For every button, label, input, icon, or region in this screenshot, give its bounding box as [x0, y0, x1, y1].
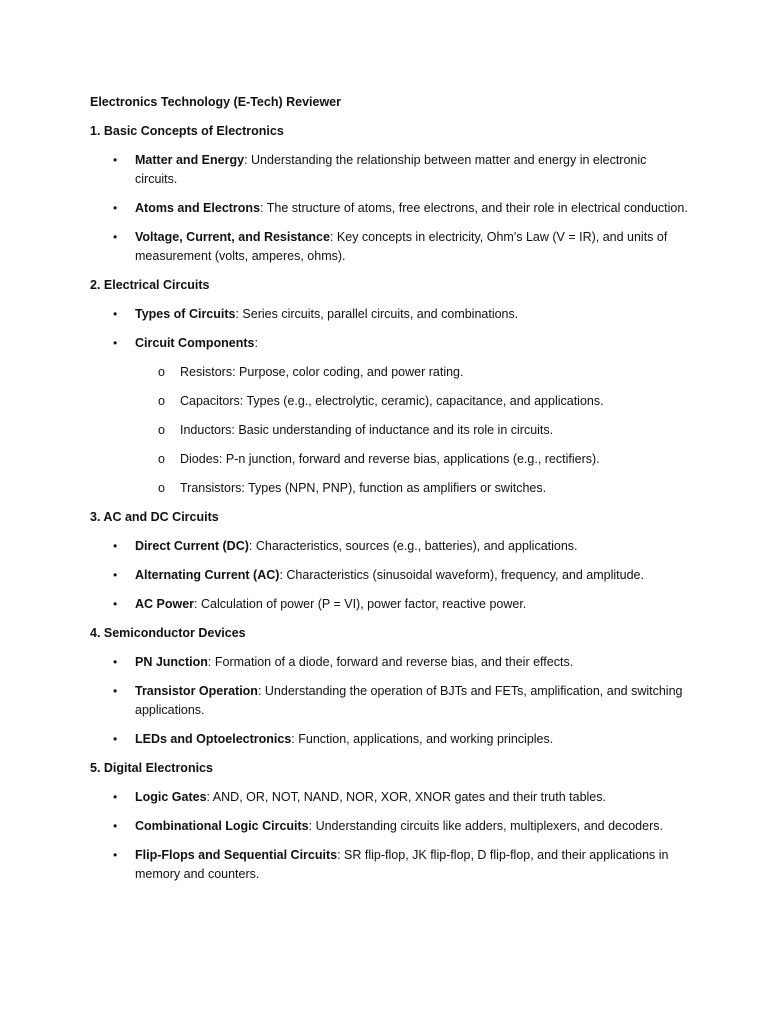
bullet-icon: •	[113, 307, 118, 321]
list-item	[90, 846, 690, 884]
bullet-icon: •	[113, 819, 118, 833]
list-item	[90, 566, 690, 585]
section-heading: 4. Semiconductor Devices	[90, 626, 246, 640]
list-item	[90, 595, 690, 614]
sub-list-item	[135, 363, 690, 382]
item-description: : Formation of a diode, forward and reverse bias, and their effects.	[207, 655, 574, 669]
section-heading: 5. Digital Electronics	[90, 761, 213, 775]
item-description: : Understanding circuits like adders, multiplexers, and decoders.	[308, 819, 663, 833]
item-description: : AND, OR, NOT, NAND, NOR, XOR, XNOR gates and their truth tables.	[206, 790, 606, 804]
bullet-list	[90, 305, 690, 498]
bullet-icon: •	[113, 597, 118, 611]
sub-item-text: Resistors: Purpose, color coding, and power rating.	[180, 365, 464, 379]
item-description: : Understanding the relationship between matter and energy in electronic circuits.	[135, 153, 647, 186]
list-item	[90, 537, 690, 556]
sub-list-item	[135, 421, 690, 440]
sub-list-item	[135, 479, 690, 498]
circle-bullet-icon: o	[158, 394, 165, 408]
bullet-icon: •	[113, 539, 118, 553]
item-description: : Characteristics, sources (e.g., batteries), and applications.	[248, 539, 578, 553]
item-description: : SR flip-flop, JK flip-flop, D flip-flop, and their applications in memory and counters.	[135, 848, 669, 881]
bullet-list	[90, 151, 690, 266]
list-item	[90, 151, 690, 189]
sub-item-text: Transistors: Types (NPN, PNP), function as amplifiers or switches.	[180, 481, 547, 495]
item-description: : Understanding the operation of BJTs and FETs, amplification, and switching applications.	[135, 684, 683, 717]
bullet-icon: •	[113, 568, 118, 582]
document-title: Electronics Technology (E-Tech) Reviewer	[90, 95, 341, 109]
sub-list-item	[135, 392, 690, 411]
item-description: : The structure of atoms, free electrons, and their role in electrical conduction.	[260, 201, 688, 215]
item-term: Atoms and Electrons	[135, 201, 261, 215]
section-heading: 3. AC and DC Circuits	[90, 510, 219, 524]
item-description: : Function, applications, and working principles.	[291, 732, 554, 746]
item-description: : Series circuits, parallel circuits, and combinations.	[235, 307, 519, 321]
item-term: Alternating Current (AC)	[135, 568, 280, 582]
list-item	[90, 199, 690, 218]
sub-item-text: Diodes: P-n junction, forward and reverse bias, applications (e.g., rectifiers).	[180, 452, 600, 466]
circle-bullet-icon: o	[158, 452, 165, 466]
bullet-icon: •	[113, 230, 118, 244]
item-term: LEDs and Optoelectronics	[135, 732, 292, 746]
bullet-list	[90, 537, 690, 614]
list-item	[90, 334, 690, 498]
item-term: Combinational Logic Circuits	[135, 819, 309, 833]
item-description: :	[254, 336, 258, 350]
bullet-icon: •	[113, 153, 118, 167]
section-heading: 1. Basic Concepts of Electronics	[90, 124, 284, 138]
item-term: PN Junction	[135, 655, 208, 669]
item-description: : Key concepts in electricity, Ohm's Law (V = IR), and units of measurement (volts, amperes, ohms).	[135, 230, 668, 263]
list-item	[90, 228, 690, 266]
section-heading: 2. Electrical Circuits	[90, 278, 210, 292]
circle-bullet-icon: o	[158, 481, 165, 495]
sections-container	[90, 122, 690, 884]
sub-item-text: Inductors: Basic understanding of inductance and its role in circuits.	[180, 423, 554, 437]
item-term: Voltage, Current, and Resistance	[135, 230, 330, 244]
circle-bullet-icon: o	[158, 365, 165, 379]
item-term: Matter and Energy	[135, 153, 245, 167]
item-term: Direct Current (DC)	[135, 539, 249, 553]
item-term: Logic Gates	[135, 790, 207, 804]
circle-bullet-icon: o	[158, 423, 165, 437]
item-description: : Characteristics (sinusoidal waveform), frequency, and amplitude.	[279, 568, 644, 582]
item-term: Transistor Operation	[135, 684, 258, 698]
list-item	[90, 730, 690, 749]
item-description: : Calculation of power (P = VI), power factor, reactive power.	[194, 597, 527, 611]
sub-list	[135, 363, 690, 498]
list-item	[90, 788, 690, 807]
item-term: Flip-Flops and Sequential Circuits	[135, 848, 338, 862]
sub-item-text: Capacitors: Types (e.g., electrolytic, ceramic), capacitance, and applications.	[180, 394, 604, 408]
bullet-icon: •	[113, 201, 118, 215]
bullet-icon: •	[113, 848, 118, 862]
document-page	[90, 93, 690, 894]
bullet-list	[90, 788, 690, 884]
sub-list-item	[135, 450, 690, 469]
bullet-icon: •	[113, 790, 118, 804]
list-item	[90, 817, 690, 836]
item-term: AC Power	[135, 597, 195, 611]
item-term: Circuit Components	[135, 336, 255, 350]
list-item	[90, 682, 690, 720]
bullet-list	[90, 653, 690, 749]
bullet-icon: •	[113, 336, 118, 350]
list-item	[90, 305, 690, 324]
bullet-icon: •	[113, 655, 118, 669]
item-term: Types of Circuits	[135, 307, 236, 321]
bullet-icon: •	[113, 684, 118, 698]
list-item	[90, 653, 690, 672]
bullet-icon: •	[113, 732, 118, 746]
